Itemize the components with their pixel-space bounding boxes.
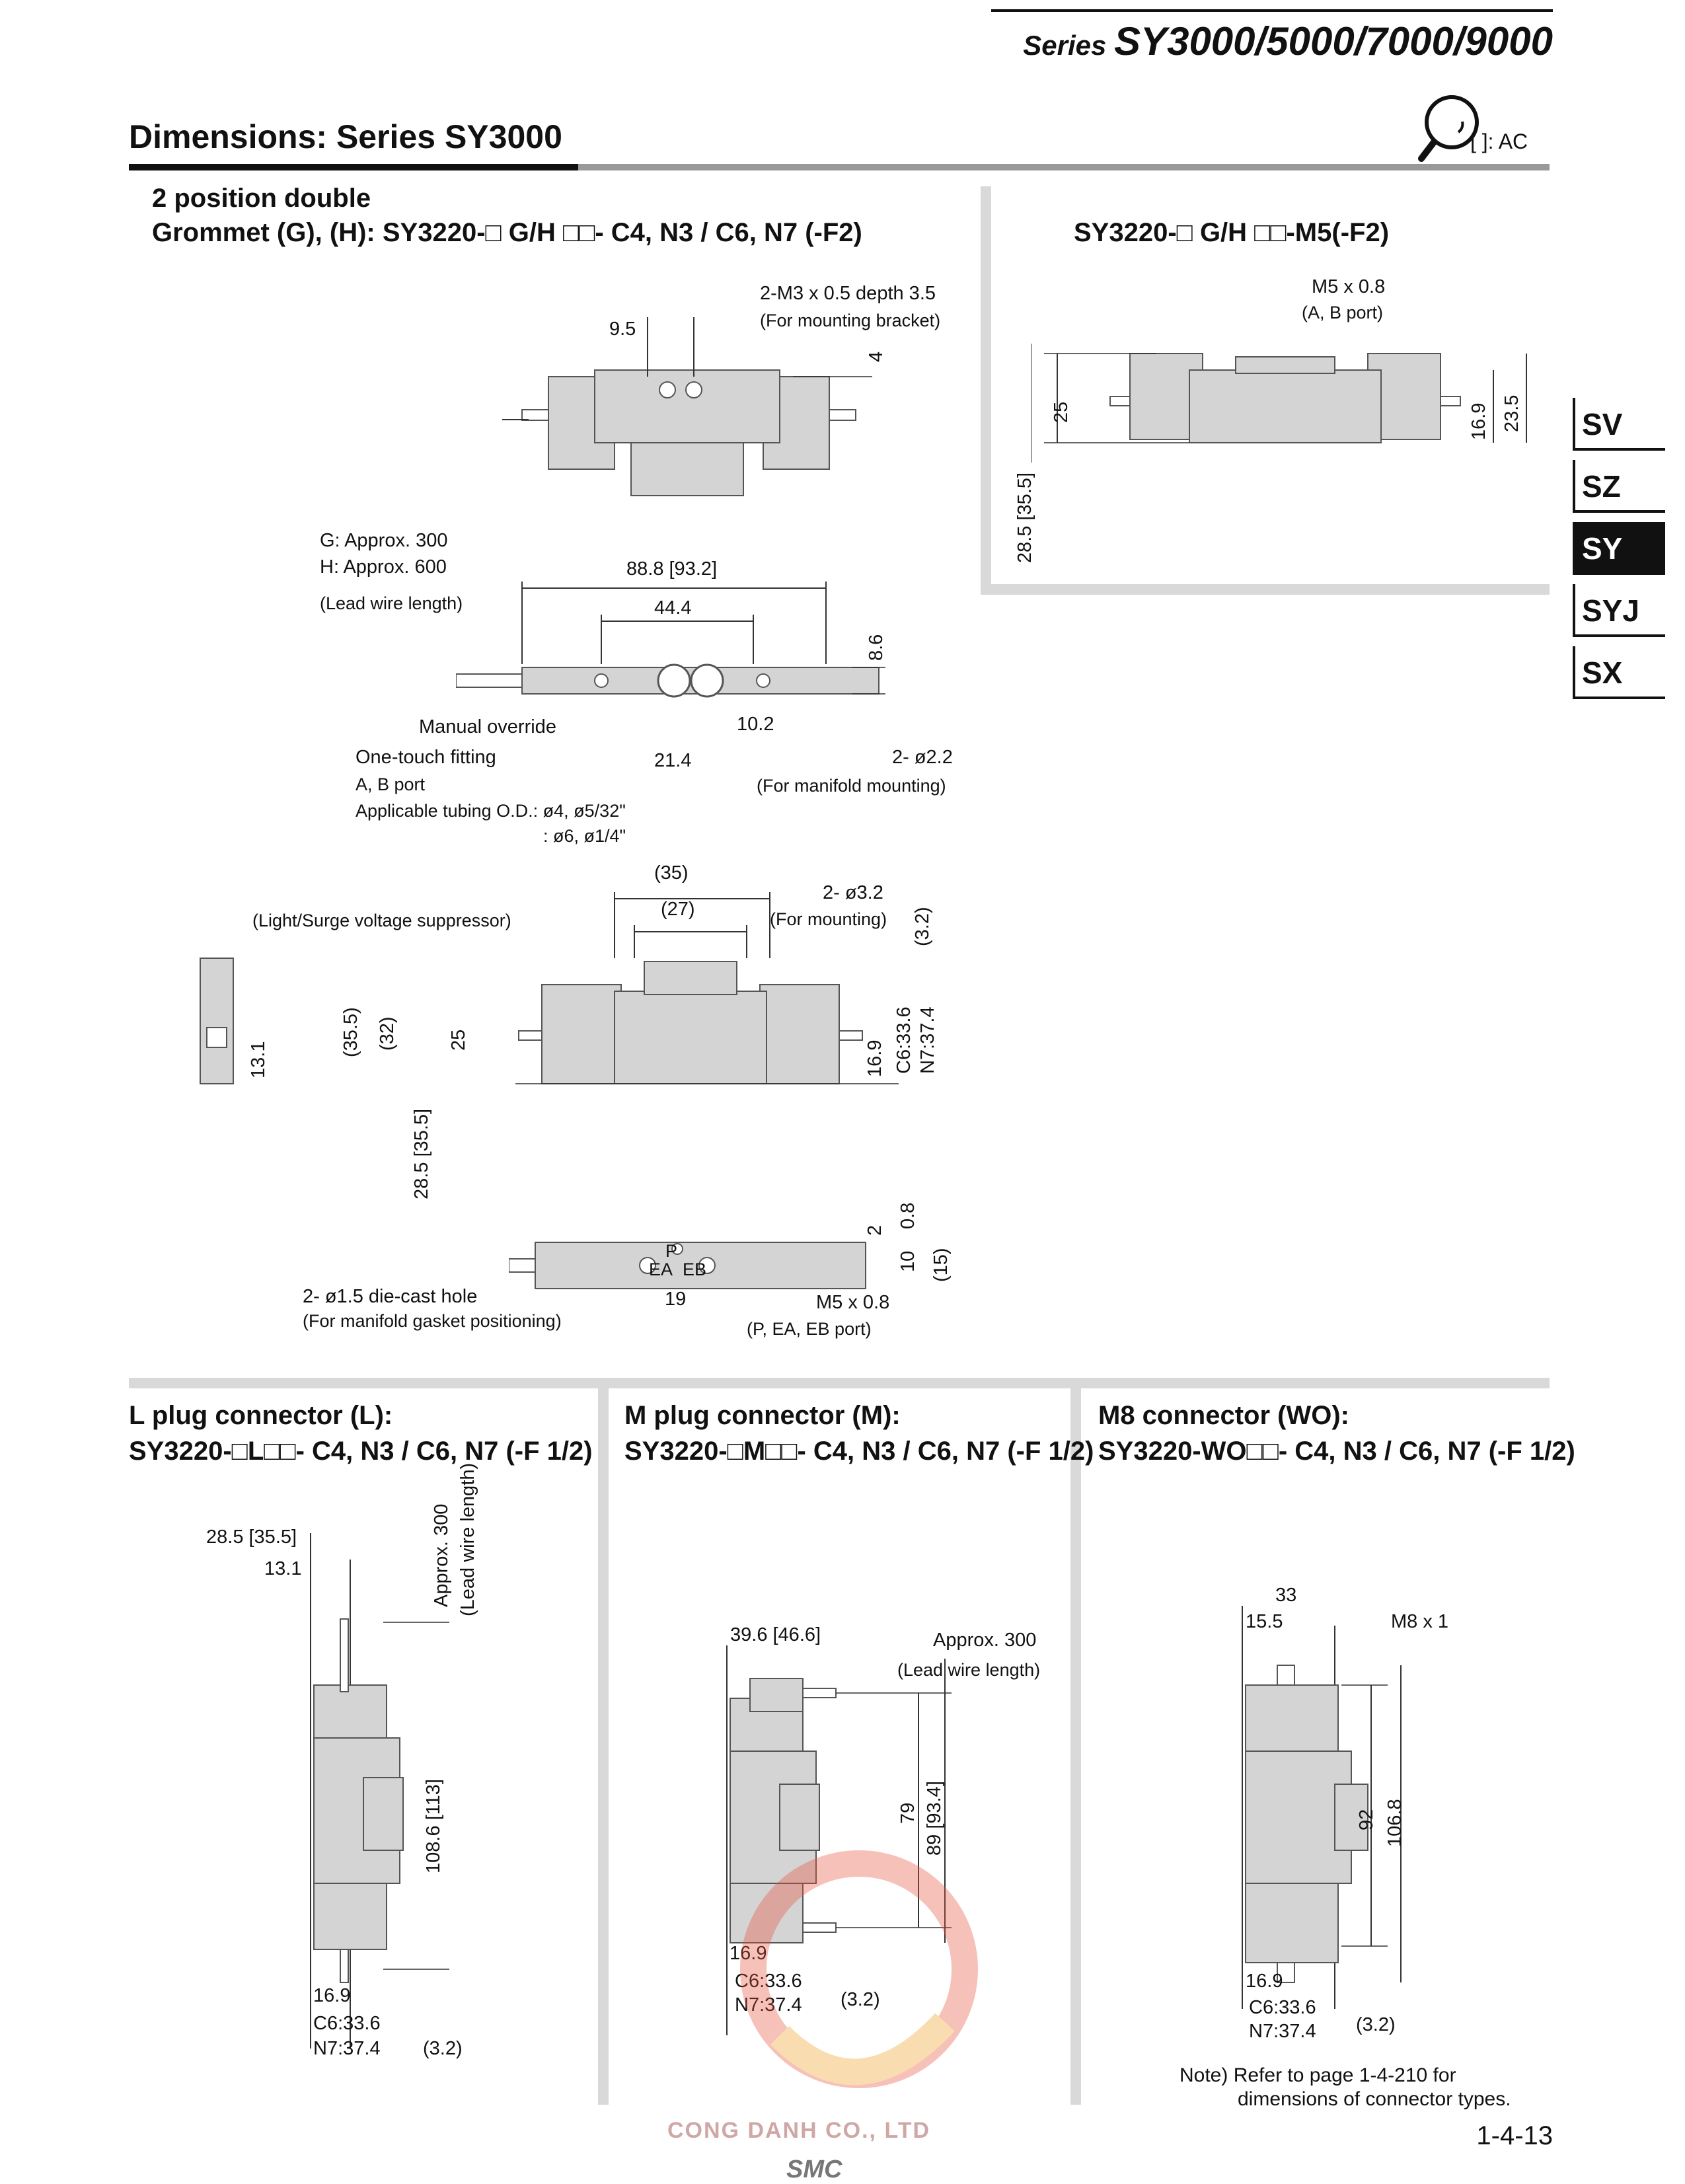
label-light-surge: (Light/Surge voltage suppressor): [252, 911, 511, 930]
watermark-logo: [727, 1837, 991, 2115]
m5-label-ab-port: (A, B port): [1302, 303, 1384, 322]
l-dim-16-9: 16.9: [313, 1985, 351, 2006]
m5-drawing: [1031, 278, 1540, 463]
dim-c6: C6:33.6: [893, 1006, 915, 1074]
m-dim-3-2: (3.2): [841, 1989, 880, 2010]
series-header: [991, 9, 1553, 62]
dim-16-9: 16.9: [864, 1039, 885, 1077]
dim-n7: N7:37.4: [917, 1006, 938, 1074]
page-number: 1-4-13: [1476, 2121, 1553, 2150]
dim-28-5: 28.5 [35.5]: [411, 1108, 432, 1199]
m8-dim-c6: C6:33.6: [1249, 1997, 1316, 2018]
l-dim-c6: C6:33.6: [313, 2013, 381, 2034]
dim-25: 25: [448, 1029, 469, 1051]
m5-panel-bottom-rule: [981, 584, 1550, 595]
m8-dim-106-8: 106.8: [1384, 1799, 1405, 1847]
dim-0-8: 0.8: [897, 1202, 918, 1229]
dim-21-4: 21.4: [654, 750, 692, 771]
label-lead-length: (Lead wire length): [320, 593, 463, 613]
dim-2: 2: [864, 1224, 885, 1236]
m5-dim-23-5: 23.5: [1501, 395, 1522, 432]
port-p: P: [665, 1241, 678, 1261]
m5-dim-28-5: 28.5 [35.5]: [1014, 472, 1035, 563]
label-bracket-note: (For mounting bracket): [760, 311, 941, 330]
m-label-lead: (Lead wire length): [897, 1660, 1041, 1680]
port-eb: EB: [683, 1260, 707, 1279]
series-tabs: [1573, 398, 1665, 708]
m-dim-39-6: 39.6 [46.6]: [730, 1624, 821, 1645]
m-label-approx: Approx. 300: [933, 1630, 1037, 1651]
l-dim-28-5: 28.5 [35.5]: [206, 1526, 297, 1548]
m8-dim-15-5: 15.5: [1246, 1611, 1283, 1632]
dim-13-1: 13.1: [248, 1041, 269, 1078]
l-plug-heading-1: L plug connector (L):: [129, 1401, 393, 1430]
m-plug-heading-1: M plug connector (M):: [624, 1401, 901, 1430]
label-ab-port: A, B port: [356, 774, 426, 794]
dim-88-8: 88.8 [93.2]: [626, 558, 718, 580]
series-name: SY3000/5000/7000/9000: [1114, 19, 1553, 63]
dim-27: (27): [661, 899, 695, 920]
label-manifold-mount: (For manifold mounting): [757, 776, 946, 796]
m8-dim-3-2: (3.2): [1356, 2014, 1396, 2035]
dim-8-6: 8.6: [866, 634, 887, 661]
m5-dim-16-9: 16.9: [1468, 402, 1489, 440]
watermark-text: CONG DANH CO., LTD: [667, 2118, 931, 2143]
l-label-lead: (Lead wire length): [457, 1462, 478, 1616]
l-plug-heading-2: SY3220-□L□□- C4, N3 / C6, N7 (-F 1/2): [129, 1437, 593, 1466]
m8-dim-33: 33: [1275, 1585, 1297, 1606]
m-dim-n7: N7:37.4: [735, 1994, 802, 2015]
label-one-touch: One-touch fitting: [356, 747, 496, 768]
label-bracket-thread: 2-M3 x 0.5 depth 3.5: [760, 283, 936, 304]
bottom-divider-1: [598, 1378, 609, 2105]
m8-heading-2: SY3220-WO□□- C4, N3 / C6, N7 (-F 1/2): [1098, 1437, 1575, 1466]
m5-panel-left-rule: [981, 186, 991, 595]
l-dim-n7: N7:37.4: [313, 2038, 381, 2059]
l-dim-108-6: 108.6 [113]: [423, 1779, 444, 1873]
bottom-divider-2: [1070, 1378, 1081, 2105]
m-dim-89: 89 [93.4]: [924, 1781, 945, 1856]
m-plug-heading-2: SY3220-□M□□- C4, N3 / C6, N7 (-F 1/2): [624, 1437, 1094, 1466]
dim-10: 10: [897, 1250, 918, 1272]
m8-label-thread: M8 x 1: [1391, 1611, 1449, 1632]
tab-sx[interactable]: SX: [1573, 646, 1665, 699]
tab-sz[interactable]: SZ: [1573, 460, 1665, 513]
label-p-ports: (P, EA, EB port): [747, 1319, 872, 1339]
dim-3-2: (3.2): [912, 907, 933, 946]
label-tubing-2: : ø6, ø1/4": [543, 826, 626, 846]
port-ea: EA: [649, 1260, 673, 1279]
page-title: Dimensions: Series SY3000: [129, 118, 562, 155]
brand-logo: SMC: [786, 2156, 842, 2183]
m8-dim-92: 92: [1356, 1809, 1377, 1830]
label-for-mounting: (For mounting): [770, 909, 887, 929]
m-dim-c6: C6:33.6: [735, 1971, 802, 1992]
l-label-approx: Approx. 300: [431, 1503, 452, 1607]
title-rule: [578, 164, 1550, 170]
m-dim-16-9: 16.9: [730, 1943, 767, 1964]
tab-sy[interactable]: SY: [1573, 522, 1665, 575]
dim-32: (32): [377, 1016, 398, 1051]
l-dim-13-1: 13.1: [264, 1558, 302, 1579]
m5-heading: SY3220-□ G/H □□-M5(-F2): [1074, 218, 1390, 247]
dim-35-5: (35.5): [340, 1007, 361, 1057]
title-underline: [129, 164, 578, 170]
m-dim-79: 79: [897, 1802, 918, 1824]
dim-35: (35): [654, 862, 689, 884]
dim-19: 19: [665, 1289, 687, 1310]
dim-2-2: 2- ø2.2: [892, 747, 953, 768]
dim-9-5: 9.5: [609, 319, 636, 340]
label-g-length: G: Approx. 300: [320, 530, 448, 551]
dim-44-4: 44.4: [654, 597, 692, 619]
m8-dim-16-9: 16.9: [1246, 1971, 1283, 1992]
bottom-section-rule: [129, 1378, 1550, 1388]
label-m5: M5 x 0.8: [816, 1292, 890, 1313]
m8-heading-1: M8 connector (WO):: [1098, 1401, 1349, 1430]
label-h-length: H: Approx. 600: [320, 556, 447, 578]
tab-syj[interactable]: SYJ: [1573, 584, 1665, 637]
m8-dim-n7: N7:37.4: [1249, 2021, 1316, 2042]
dim-4: 4: [866, 351, 887, 362]
legend-ac: [ ]: AC: [1470, 130, 1528, 153]
series-prefix: Series: [1023, 30, 1115, 61]
main-heading-1: 2 position double: [152, 184, 371, 213]
label-diecast: 2- ø1.5 die-cast hole: [303, 1286, 478, 1307]
suppressor-view-drawing: [197, 955, 250, 1087]
dim-15: (15): [930, 1248, 952, 1282]
label-gasket: (For manifold gasket positioning): [303, 1311, 562, 1331]
search-icon: [1417, 93, 1497, 165]
label-tubing-1: Applicable tubing O.D.: ø4, ø5/32": [356, 801, 626, 821]
main-heading-2: Grommet (G), (H): SY3220-□ G/H □□- C4, N3 / C6, N7 (-F2): [152, 218, 862, 247]
tab-sv[interactable]: SV: [1573, 398, 1665, 451]
m8-note-1: Note) Refer to page 1-4-210 for: [1180, 2064, 1456, 2086]
dim-3-2-hole: 2- ø3.2: [823, 882, 883, 903]
m5-dim-25: 25: [1051, 401, 1072, 423]
m8-note-2: dimensions of connector types.: [1238, 2088, 1511, 2110]
label-manual-override: Manual override: [419, 716, 556, 737]
m5-label-thread: M5 x 0.8: [1312, 276, 1386, 297]
l-dim-3-2: (3.2): [423, 2038, 463, 2059]
dim-10-2: 10.2: [737, 714, 774, 735]
